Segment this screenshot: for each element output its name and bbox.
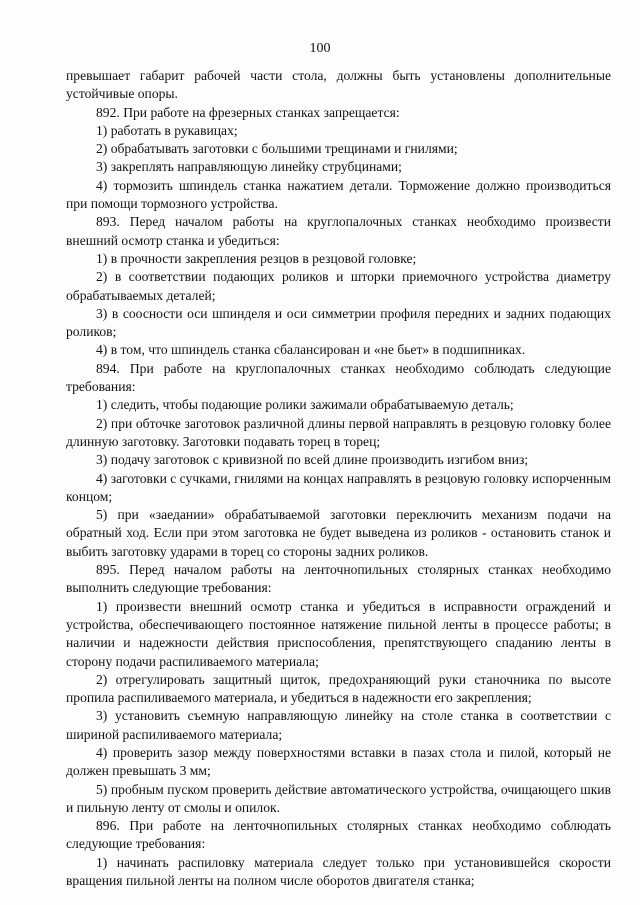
list-item: 3) установить съемную направляющую линейку на столе станка в соответствии с шириной распиливаемого материала; (66, 708, 611, 742)
paragraph-893: 893. Перед началом работы на круглопалочных станках необходимо произвести внешний осмотр станка и убедиться: (66, 214, 611, 248)
list-item: 2) при обточке заготовок различной длины первой направлять в резцовую головку более длинную заготовку. Заготовки подавать торец в торец; (66, 415, 611, 449)
list-item: 3) в соосности оси шпинделя и оси симметрии профиля передних и задних подающих роликов; (66, 305, 611, 340)
paragraph-894: 894. При работе на круглопалочных станках необходимо соблюдать следующие требования: (66, 360, 611, 395)
paragraph-895: 895. Перед началом работы на ленточнопильных столярных станках необходимо выполнить следующие требования: (66, 562, 611, 596)
list-item: 4) тормозить шпиндель станка нажатием детали. Торможение должно производиться при помощи тормозного устройства. (66, 177, 611, 212)
paragraph-896: 896. При работе на ленточнопильных столярных станках необходимо соблюдать следующие требования: (66, 818, 611, 852)
list-item: 1) начинать распиловку материала следует только при установившейся скорости вращения пильной ленты на полном числе оборотов двигателя станка; (66, 854, 611, 889)
body-text (66, 67, 611, 890)
list-item: 3) закреплять направляющую линейку струбцинами; (96, 159, 402, 175)
list-item: 5) при «заедании» обрабатываемой заготовки переключить механизм подачи на обратный ход. Если при этом заготовка не будет выведена из роликов - остановить станок и выбить заготовку ударами в торец со стороны задних роликов. (66, 507, 611, 559)
list-item: 1) следить, чтобы подающие ролики зажимали обрабатываемую деталь; (96, 397, 514, 413)
page-number: 100 (309, 41, 331, 56)
list-item: 1) произвести внешний осмотр станка и убедиться в исправности ограждений и устройства, обеспечивающего постоянное натяжение пильной ленты в процессе работы; в наличии и надежности действия приспособления, препятствующего спаданию ленты в сторону подачи распиливаемого материала; (66, 598, 611, 669)
list-item: 1) работать в рукавицах; (96, 122, 238, 138)
list-item: 5) пробным пуском проверить действие автоматического устройства, очищающего шкив и пильную ленту от смолы и опилок. (66, 781, 611, 815)
list-item: 4) проверить зазор между поверхностями вставки в пазах стола и пилой, который не должен превышать 3 мм; (66, 744, 611, 779)
list-item: 4) заготовки с сучками, гнилями на концах направлять в резцовую головку испорченным концом; (66, 470, 611, 504)
paragraph-892: 892. При работе на фрезерных станках запрещается: (96, 104, 400, 120)
paragraph-continued: превышает габарит рабочей части стола, должны быть установлены дополнительные устойчивые опоры. (66, 68, 611, 102)
list-item: 4) в том, что шпиндель станка сбалансирован и «не бьет» в подшипниках. (96, 342, 526, 358)
list-item: 2) обрабатывать заготовки с большими трещинами и гнилями; (96, 141, 458, 157)
list-item: 3) подачу заготовок с кривизной по всей длине производить изгибом вниз; (96, 452, 529, 468)
list-item: 1) в прочности закрепления резцов в резцовой головке; (96, 250, 417, 266)
list-item: 2) отрегулировать защитный щиток, предохраняющий руки станочника по высоте пропила распиливаемого материала, и убедиться в надежности его закрепления; (66, 671, 611, 706)
list-item: 2) в соответствии подающих роликов и шторки приемочного устройства диаметру обрабатываемых деталей; (66, 269, 611, 303)
